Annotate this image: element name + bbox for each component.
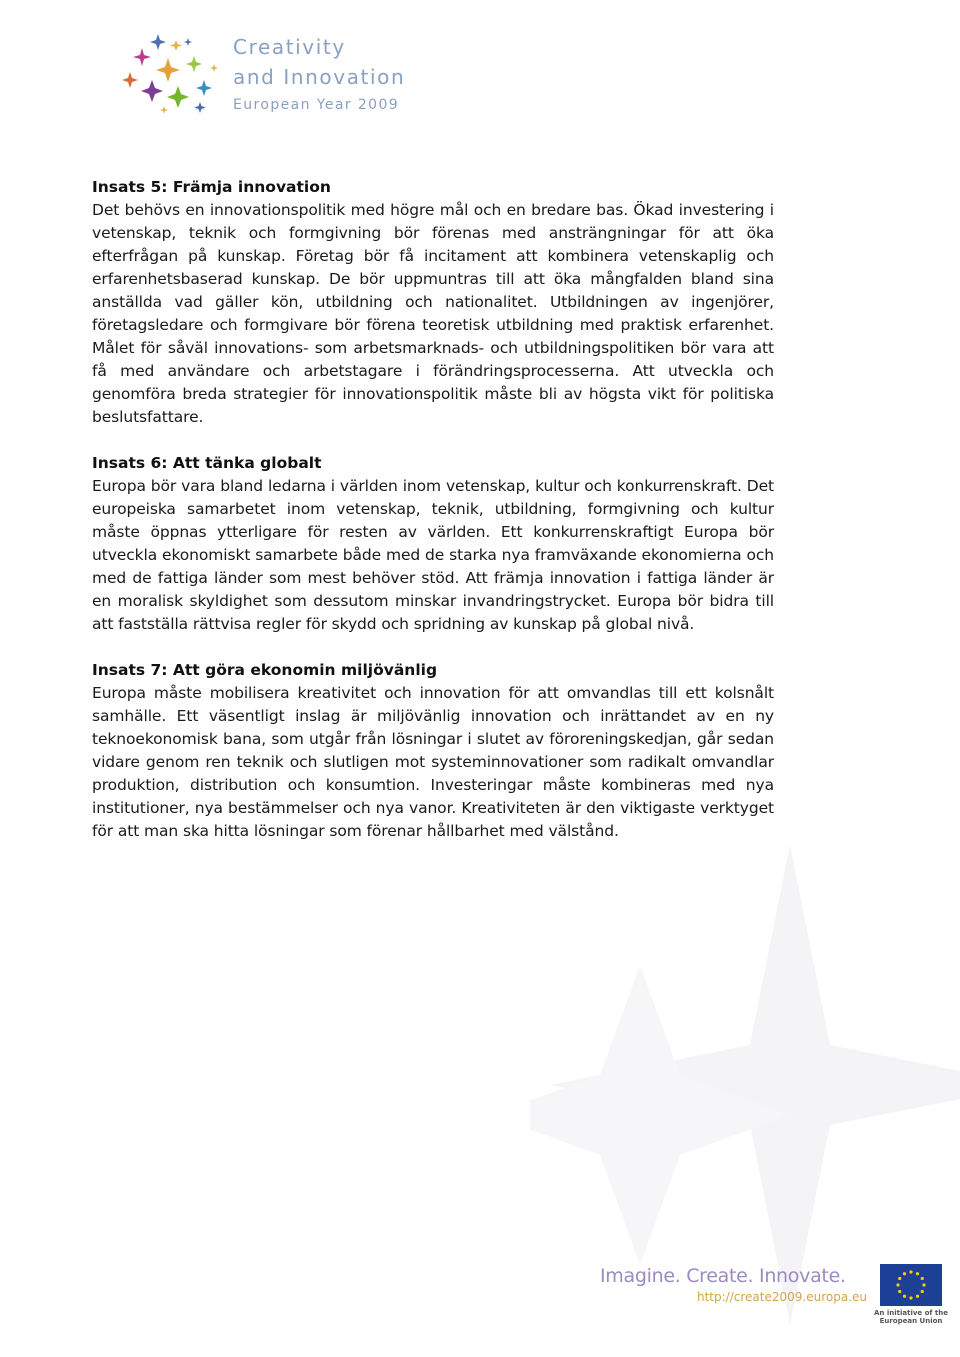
eu-star-icon — [916, 1295, 919, 1298]
logo-line-2: and Innovation — [233, 65, 406, 89]
logo-line-3: European Year 2009 — [233, 97, 400, 113]
eu-star-icon — [922, 1283, 925, 1286]
section-insats-7 — [92, 659, 774, 843]
section-heading: Insats 7: Att göra ekonomin miljövänlig — [92, 661, 438, 679]
eu-star-icon — [903, 1295, 906, 1298]
eu-star-icon — [898, 1290, 901, 1293]
section-paragraph: Det behövs en innovationspolitik med högre mål och en bredare bas. Ökad investering i vetenskap, teknik och formgivning bör förenas med ansträngningar för att öka efterfrågan på kunskap. Företag bör få incitament att kombinera vetenskaplig och erfarenhetsbaserad kunskap. De bör uppmuntras till att öka mångfalden bland sina anställda vad gäller kön, utbildning och nationalitet. Utbildningen av ingenjörer, företagsledare och formgivare bör förena teoretisk utbildning med praktisk erfarenhet. Målet för såväl innovations- som arbetsmarknads- och utbildningspolitiken bör vara att få med användare och arbetstagare i förändringsprocesserna. Att utveckla och genomföra breda strategier för innovationspolitik måste bli av högsta vikt för politiska beslutsfattare. — [92, 201, 774, 426]
section-insats-5 — [92, 176, 774, 429]
section-heading: Insats 5: Främja innovation — [92, 178, 331, 196]
document-body — [92, 176, 774, 866]
eu-flag-icon — [880, 1264, 942, 1306]
star-cluster-logo-icon — [118, 28, 230, 114]
eu-star-icon — [916, 1272, 919, 1275]
eu-star-icon — [909, 1270, 912, 1273]
section-heading: Insats 6: Att tänka globalt — [92, 454, 322, 472]
eu-star-icon — [896, 1283, 899, 1286]
section-insats-6 — [92, 452, 774, 636]
footer-url-link[interactable]: http://create2009.europa.eu — [697, 1290, 867, 1304]
eu-star-icon — [909, 1296, 912, 1299]
eu-star-icon — [921, 1290, 924, 1293]
eu-star-icon — [898, 1277, 901, 1280]
eu-initiative-caption: An initiative of the European Union — [874, 1309, 948, 1325]
logo-wordmark — [233, 32, 405, 116]
eu-star-icon — [903, 1272, 906, 1275]
section-paragraph: Europa bör vara bland ledarna i världen inom vetenskap, kultur och konkurrenskraft. Det europeiska samarbetet inom vetenskap, teknik, utbildning, formgivning och kultur måste öppnas ytterligare för resten av världen. Ett konkurrenskraftigt Europa bör utveckla ekonomiskt samarbete både med de starka nya framväxande ekonomierna och med de fattiga länder som mest behöver stöd. Att främja innovation i fattiga länder är en moralisk skyldighet som dessutom minskar invandringstrycket. Europa bör bidra till att fastställa rättvisa regler för skydd och spridning av kunskap på global nivå. — [92, 477, 774, 633]
section-paragraph: Europa måste mobilisera kreativitet och innovation för att omvandlas till ett kolsnålt samhälle. Ett väsentligt inslag är miljövänlig innovation och inrättandet av en ny teknoekonomisk bana, som utgår från lösningar i slutet av föroreningskedjan, går sedan vidare genom ren teknik och slutligen mot systeminnovationer som radikalt omvandlar produktion, distribution och konsumtion. Investeringar måste kombineras med nya institutioner, nya bestämmelser och nya vanor. Kreativiteten är den viktigaste verktyget för att man ska hitta lösningar som förenar hållbarhet med välstånd. — [92, 684, 774, 840]
logo-line-1: Creativity — [233, 35, 346, 59]
eu-star-icon — [921, 1277, 924, 1280]
footer-slogan: Imagine. Create. Innovate. — [600, 1265, 846, 1287]
